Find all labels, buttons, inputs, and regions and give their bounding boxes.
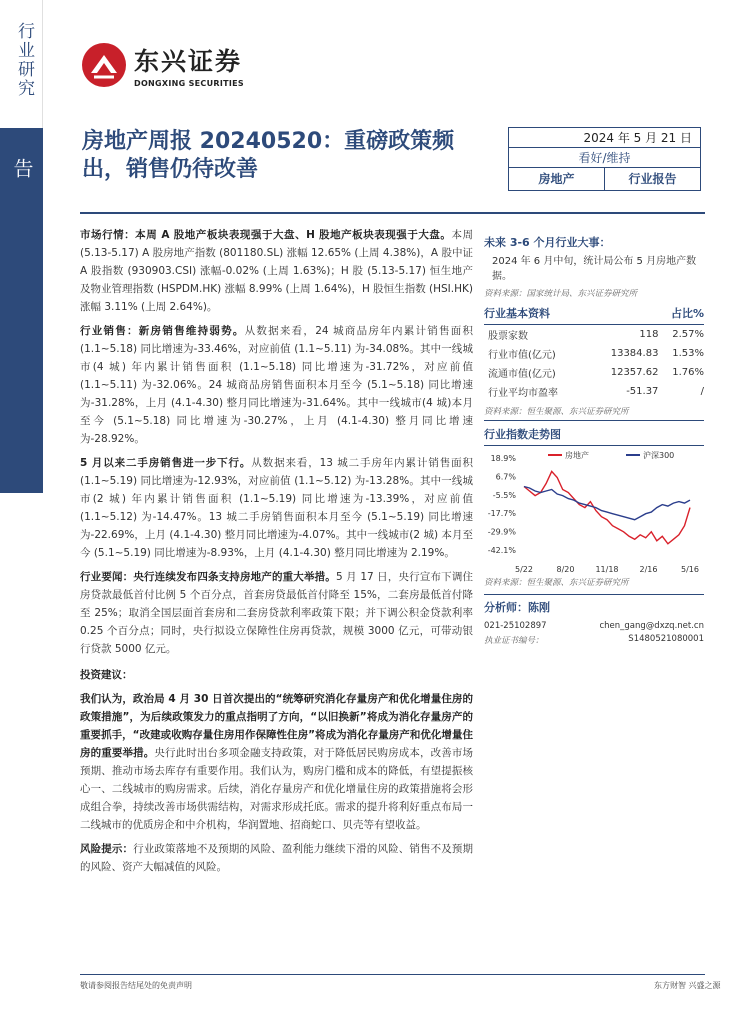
x-tick-label: 2/16 [639, 565, 658, 574]
paragraph-head: 行业销售：新房销售维持弱势。 [80, 325, 245, 337]
chart-head: 行业指数走势图 [484, 428, 561, 441]
section-head: 投资建议： [80, 669, 133, 681]
y-tick-label: -42.1% [487, 546, 516, 555]
table-cell-label: 股票家数 [488, 331, 528, 342]
table-row [484, 325, 704, 344]
report-date: 2024 年 5 月 21 日 [509, 128, 700, 148]
rating: 看好/维持 [509, 148, 700, 168]
table-row [484, 344, 704, 363]
sidebar-company [0, 128, 63, 493]
sidebar [0, 0, 63, 1024]
series-line-0 [524, 471, 690, 543]
y-tick-label: -17.7% [487, 509, 516, 519]
table-cell-pct: 1.76% [672, 367, 704, 378]
chart-source: 资料来源：恒生聚源、东兴证券研究所 [484, 578, 629, 588]
paragraph-secondhand [80, 454, 473, 562]
y-tick-label: -5.5% [492, 490, 516, 500]
paragraph-body: 本周 (5.13-5.17) A 股房地产指数 (801180.SL) 涨幅 12.65% (上周 4.38%)，A 股中证 A 股指数 (930903.CSI) 涨幅-0.02% (上周 1.63%)；H 股 (5.13-5.17) 恒生地产及物业管理指数 (HSPDM.HK) 涨幅 8.99% (上周 1.64%)，H 股恒生指数 (HSI.HK) 涨幅 3.11% (上周 2.64%)。 [80, 229, 474, 313]
paragraph-risk [80, 840, 473, 876]
basic-head: 行业基本资料 [484, 307, 550, 320]
analyst-head: 分析师：陈刚 [484, 601, 550, 614]
main-column [80, 226, 473, 882]
page-title: 房地产周报 20240520：重磅政策频出，销售仍待改善 [82, 129, 455, 182]
logo-mark-icon [82, 43, 126, 87]
table-cell-label: 行业市值(亿元) [488, 350, 556, 361]
logo-en: DONGXING SECURITIES [134, 79, 244, 88]
paragraph-head: 风险提示： [80, 843, 134, 855]
paragraph-news [80, 568, 473, 658]
series-line-1 [524, 487, 690, 520]
logo-cn: 东兴证券 [134, 47, 243, 76]
events-head: 未来 3-6 个月行业大事： [484, 236, 611, 249]
index-chart [484, 446, 704, 576]
analyst-phone: 021-25102897 [484, 621, 547, 631]
sector: 房地产 [509, 168, 605, 190]
table-cell-label: 行业平均市盈率 [488, 388, 558, 399]
table-row [484, 363, 704, 382]
company-report-label: 东兴证券股份有限公司证券研究报告 [10, 158, 63, 473]
y-tick-label: 18.9% [490, 454, 516, 463]
basic-table [484, 325, 704, 401]
footer-disclaimer[interactable]: 敬请参阅报告结尾处的免责声明 [80, 981, 192, 990]
x-tick-label: 5/16 [681, 565, 699, 574]
paragraph-head: 我们认为，政治局 4 月 30 日首次提出的“统筹研究消化存量房产和优化增量住房的政策措施”，为后续政策发力的重点指明了方向，“以旧换新”将成为消化存量房产的重要抓手，“改建或收购存量住房用作保障性住房”将成为消化存量房产和优化增量住房的重要举措。 [80, 693, 473, 759]
table-cell-value: 13384.83 [610, 348, 659, 359]
right-column [484, 226, 704, 646]
events-body: 2024 年 6 月中旬，统计局公布 5 月房地产数据。 [492, 256, 697, 282]
basic-source: 资料来源：恒生聚源、东兴证券研究所 [484, 407, 629, 417]
index-chart-svg [484, 446, 704, 576]
logo [82, 42, 244, 88]
table-cell-pct: / [700, 386, 704, 397]
x-tick-label: 8/20 [556, 565, 575, 574]
table-cell-pct: 1.53% [672, 348, 704, 359]
category-label: 行业研究 [14, 22, 34, 98]
paragraph-body: 从数据来看，13 城二手房年内累计销售面积 (1.1~5.19) 同比增速为-12.93%，对应前值 (1.1~5.12) 为-13.28%。其中一线城市(2 城) 年内累计销售面积 (1.1~5.19) 同比增速为-13.39%，对应前值 (1.1~5.12) 为-14.47%。13 城二手房销售面积本月至今 (5.1~5.19) 同比增速为-22.69%，上月 (4.1-4.30) 整月同比增速为-4.07%。其中一线城市(2 城) 本月至今 (5.1~5.19) 同比增速为-8.93%，上月 (4.1-4.30) 整月同比增速为 2.19%。 [80, 457, 473, 559]
paragraph-body: 央行此时出台多项金融支持政策，对于降低居民购房成本，改善市场预期、推动市场去库存有重要作用。我们认为，购房门槛和成本的降低，有望提振核心一、二线城市的购房需求。后续，消化存量房产和优化增量住房的政策措施将会形成组合拳，持续改善市场供需结构，对需求形成托底。需求的提升将利好重点布局一二线城市的优质房企和中介机构，华润置地、招商蛇口、贝壳等有望收益。 [80, 747, 473, 831]
basic-pct-head: 占比% [670, 307, 704, 320]
legend-label-0: 房地产 [565, 451, 589, 460]
x-tick-label: 5/22 [515, 565, 533, 574]
table-cell-label: 流通市值(亿元) [488, 369, 556, 380]
footer-divider [80, 974, 705, 975]
paragraph-body: 行业政策落地不及预期的风险、盈利能力继续下滑的风险、销售不及预期的风险、资产大幅减值的风险。 [80, 843, 473, 873]
paragraph-sales [80, 322, 473, 448]
paragraph-invest-head [80, 666, 473, 684]
paragraph-body: 5 月 17 日，央行宣布下调住房贷款最低首付比例 5 个百分点，首套房贷最低首付降至 15%，二套房最低首付降至 25%；取消全国层面首套房和二套房贷款利率政策下限；并下调公积金贷款利率 0.25 个百分点；同时，央行拟设立保障性住房再贷款，规模 3000 亿元，可带动银行贷款 5000 亿元。 [80, 571, 474, 655]
y-tick-label: -29.9% [487, 527, 516, 537]
events-source: 资料来源：国家统计局、东兴证券研究所 [484, 289, 638, 299]
legend-label-1: 沪深300 [643, 451, 675, 460]
header-divider [80, 212, 705, 214]
cert-label: 执业证书编号： [484, 636, 544, 646]
table-row [484, 382, 704, 401]
paragraph-head: 市场行情：本周 A 股地产板块表现强于大盘、H 股地产板块表现强于大盘。 [80, 229, 452, 241]
y-tick-label: 6.7% [495, 472, 516, 482]
table-cell-pct: 2.57% [672, 329, 704, 340]
analyst-email[interactable]: chen_gang@dxzq.net.cn [599, 621, 704, 631]
table-cell-value: 12357.62 [610, 367, 659, 378]
paragraph-invest [80, 690, 473, 834]
paragraph-head: 行业要闻：央行连续发布四条支持房地产的重大举措。 [80, 571, 336, 583]
paragraph-market [80, 226, 473, 316]
report-info-box [508, 127, 701, 191]
paragraph-head: 5 月以来二手房销售进一步下行。 [80, 457, 252, 469]
paragraph-body: 从数据来看，24 城商品房年内累计销售面积 (1.1~5.18) 同比增速为-33.46%，对应前值 (1.1~5.11) 为-34.08%。其中一线城市(4 城) 年内累计销售面积 (1.1~5.18) 同比增速为-31.72%，对应前值 (1.1~5.11) 为-32.06%。24 城商品房销售面积本月至今 (5.1~5.18) 同比增速为-31.28%，上月 (4.1-4.30) 整月同比增速为-31.64%。其中一线城市(4 城)本月至今 (5.1~5.18) 同比增速为-30.27%，上月 (4.1-4.30) 整月同比增速为-28.92%。 [80, 325, 474, 445]
report-type: 行业报告 [628, 172, 677, 186]
footer-slogan: 东方财智 兴盛之源 [654, 981, 721, 990]
table-cell-value: 118 [639, 329, 659, 340]
cert-number: S1480521080001 [628, 634, 704, 644]
table-cell-value: -51.37 [626, 386, 659, 397]
sidebar-category [0, 0, 43, 128]
x-tick-label: 11/18 [595, 565, 619, 574]
